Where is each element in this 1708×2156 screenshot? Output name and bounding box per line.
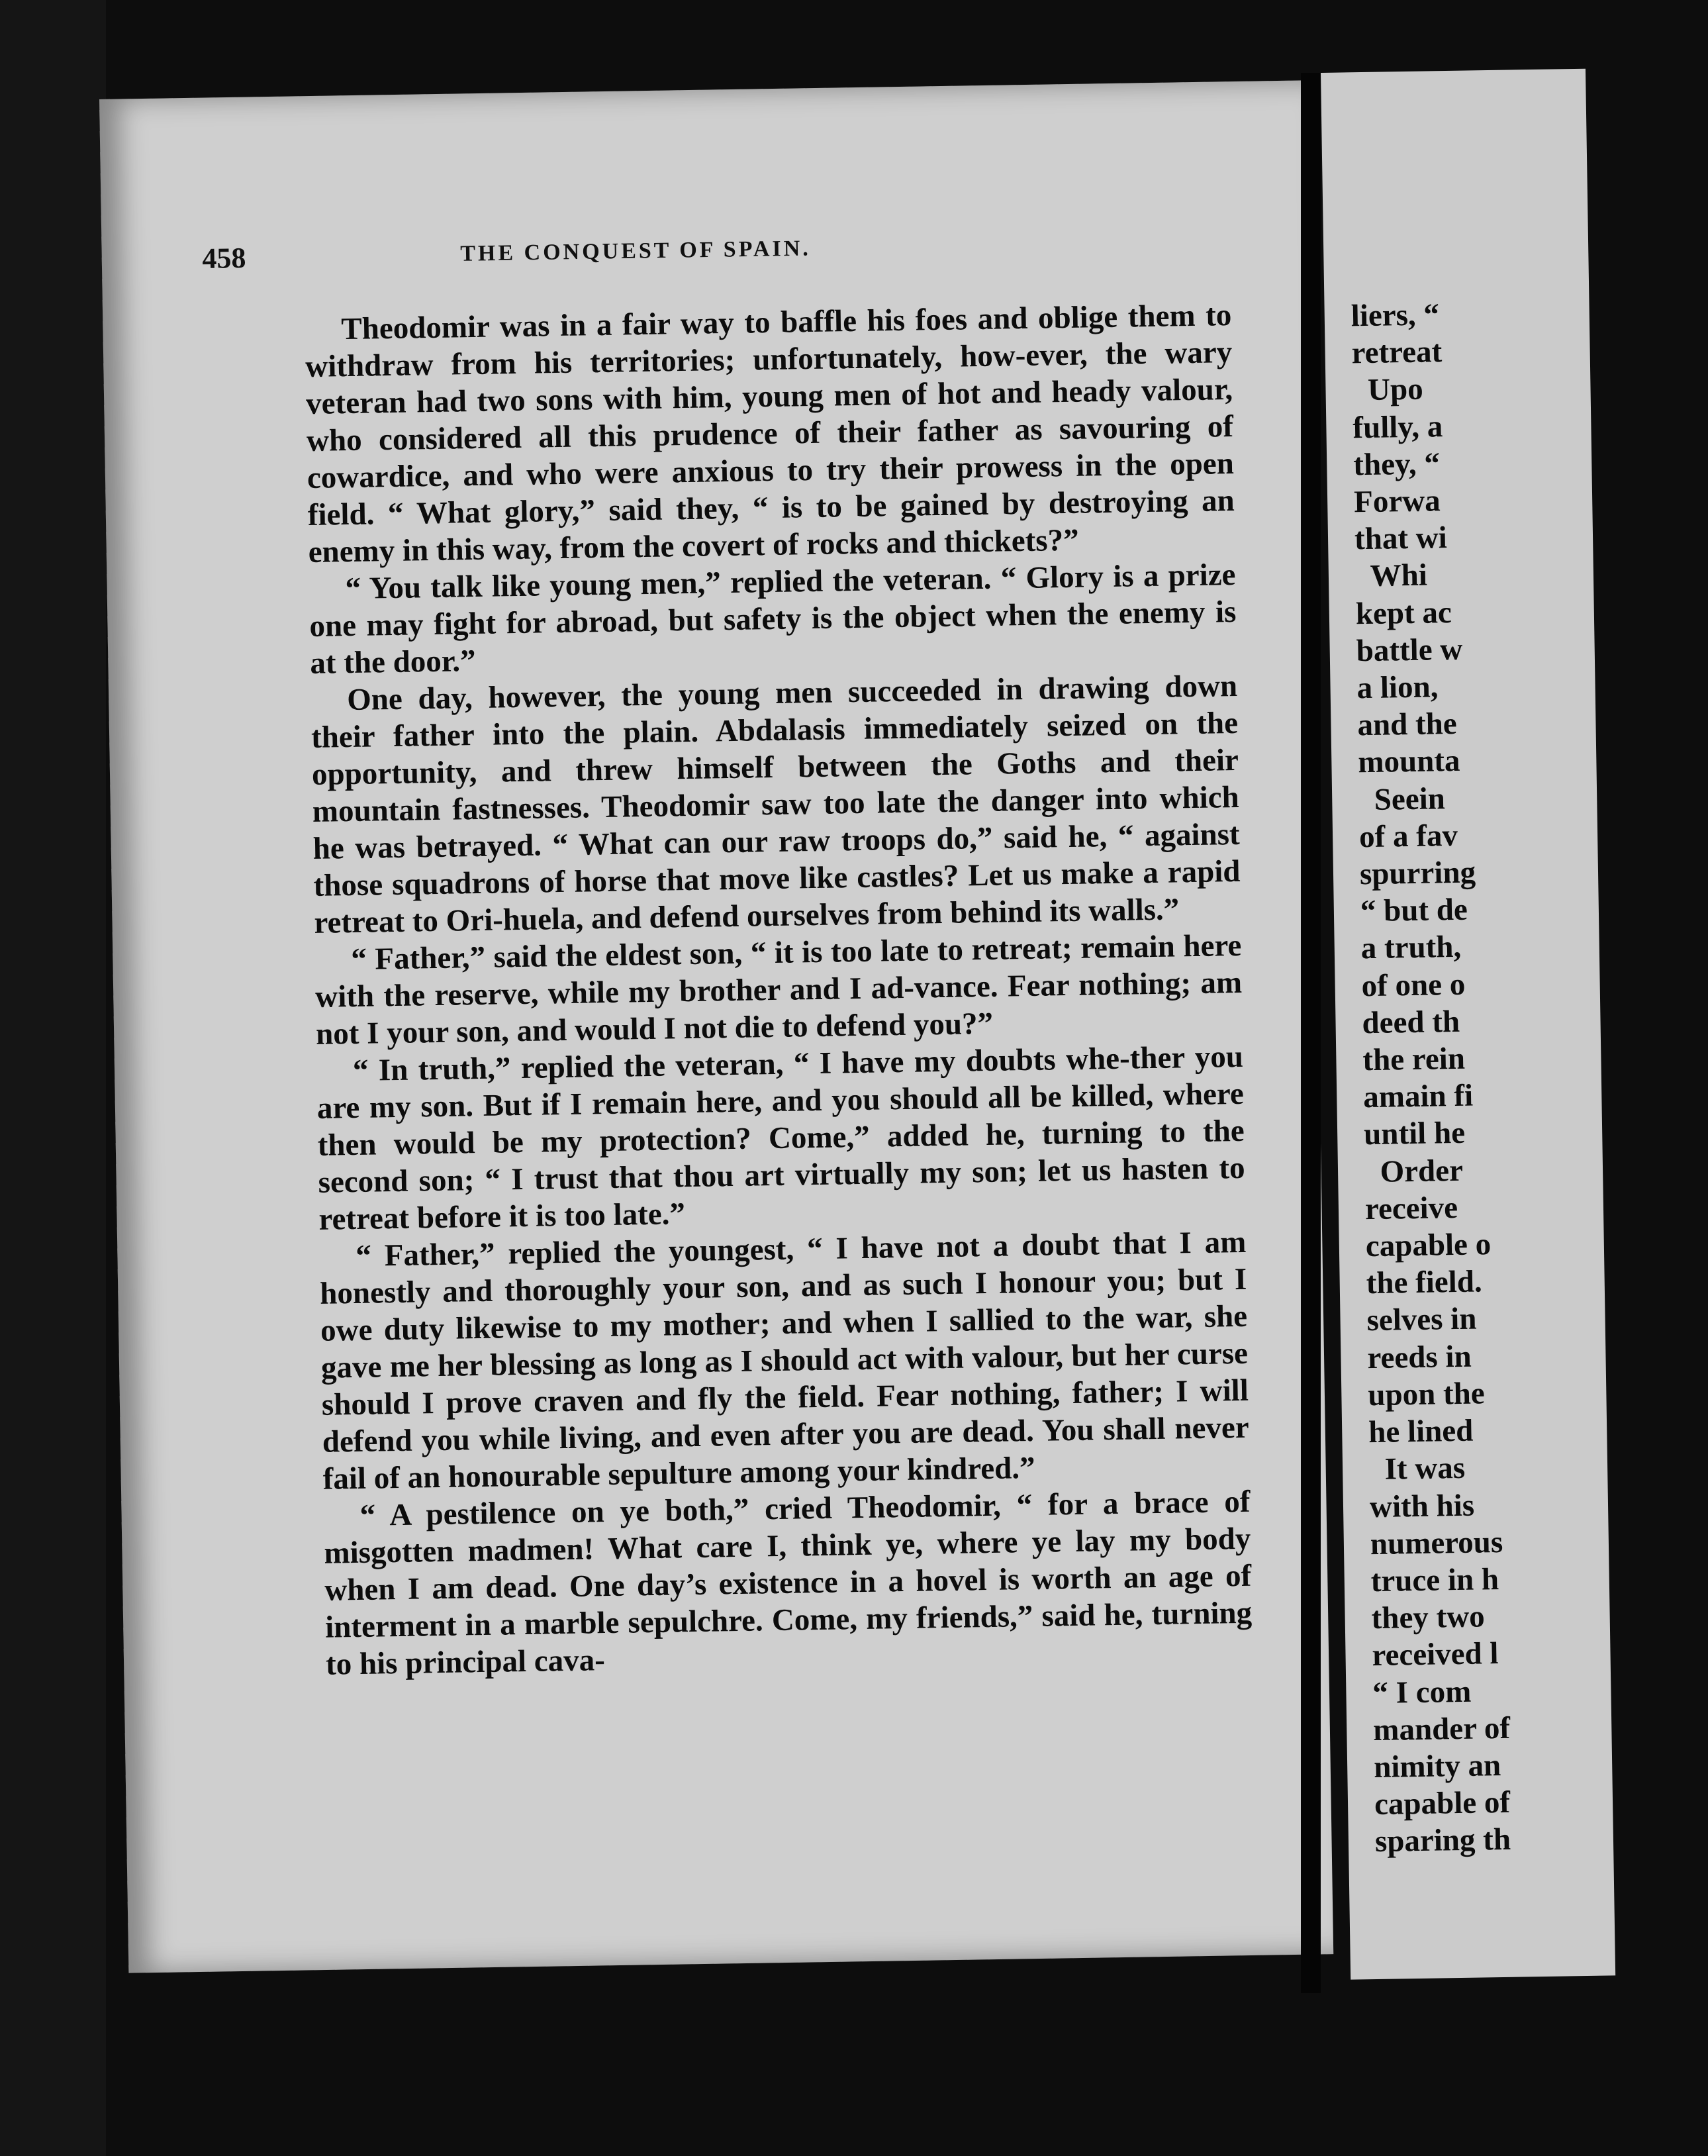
paragraph: “ Father,” replied the youngest, “ I have not a doubt that I am honestly and thoroughly your son, and as such I honour you; but I owe duty likewise to my mother; and when I sallied to the war, she gave me her blessing as long as I should act with valour, but her curse should I prove craven and fly the field. Fear nothing, father; I will defend you while living, and even after you are dead. You shall never fail of an honourable sepulture among your kindred.” [319,1224,1250,1496]
paragraph: “ Father,” said the eldest son, “ it is too late to retreat; remain here with the reserve, while my brother and I ad-vance. Fear nothing; am not I your son, and would I not die to defend you?” [314,928,1243,1052]
body-text [305,297,1253,1683]
paragraph: “ You talk like young men,” replied the veteran. “ Glory is a prize one may fight for abroad, but safety is the object when the enemy is at the door.” [309,557,1237,681]
scan-left-edge [0,0,106,2156]
running-title: THE CONQUEST OF SPAIN. [460,236,812,266]
facing-page [1321,69,1615,1980]
paragraph: Theodomir was in a fair way to baffle his foes and oblige them to withdraw from his territories; unfortunately, how-ever, the wary veteran had two sons with him, young men of hot and heady valour, who considered all this prudence of their father as savouring of cowardice, and who were anxious to try their prowess in the open field. “ What glory,” said they, “ is to be gained by destroying an enemy in this way, from the covert of rocks and thickets?” [305,298,1235,569]
paragraph: One day, however, the young men succeeded in drawing down their father into the plain. Abdalasis immediately seized on the opportunity, and threw himself between the Goths and their mountain fastnesses. Theodomir saw too late the danger into which he was betrayed. “ What can our raw troops do,” said he, “ against those squadrons of horse that move like castles? Let us make a rapid retreat to Ori-huela, and defend ourselves from behind its walls.” [310,668,1241,940]
facing-page-text: liers, “ retreat Upo fully, a they, “ Forwa that wi Whi kept ac battle w a lion, and the mounta Seein of a fav spurring “ but de a truth, of one o deed th the rein amain fi until he Order receive capable o the field. selves in reeds in upon the he lined It was with his numerous truce in h they two received l “ I com mander of nimity an capable of sparing th [1351,297,1511,1859]
page-number: 458 [202,241,246,275]
paragraph: “ In truth,” replied the veteran, “ I have my doubts whe-ther you are my son. But if I remain here, and you should all be killed, where then would be my protection? Come,” added he, turning to the second son; “ I trust that thou art virtually my son; let us hasten to retreat before it is too late.” [316,1039,1245,1237]
book-gutter [1301,73,1321,1993]
paragraph: “ A pestilence on ye both,” cried Theodomir, “ for a brace of misgotten madmen! What care I, think ye, where ye lay my body when I am dead. One day’s existence in a hovel is worth an age of interment in a marble sepulchre. Come, my friends,” said he, turning to his principal cava- [324,1484,1253,1682]
